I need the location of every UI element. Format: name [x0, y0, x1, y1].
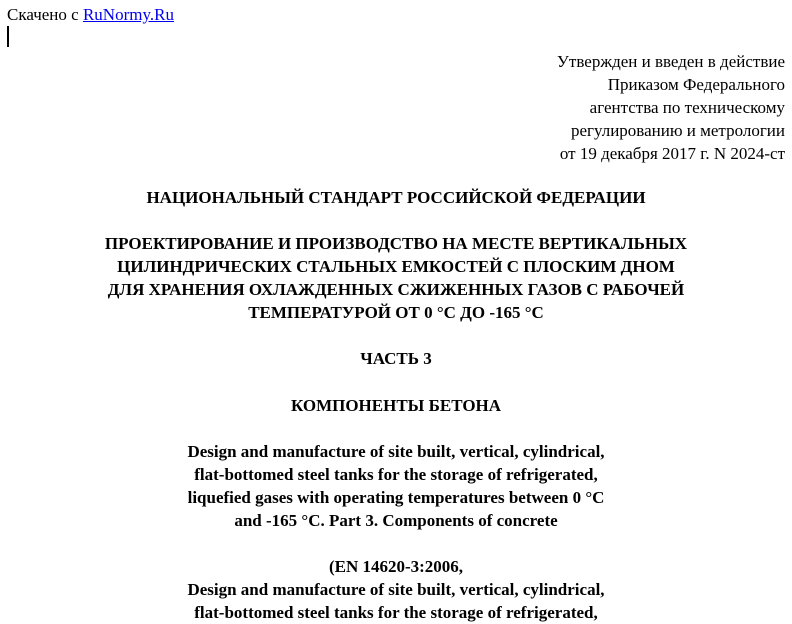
subtitle-ru: [0, 394, 792, 417]
title-en-line: flat-bottomed steel tanks for the storage of refrigerated,: [194, 465, 598, 484]
title-en-line: and -165 °C. Part 3. Components of concrete: [234, 511, 558, 530]
standard-heading: [0, 186, 792, 209]
en-reference-line: flat-bottomed steel tanks for the storage of refrigerated,: [194, 603, 598, 622]
source-prefix: Скачено с: [7, 5, 79, 24]
title-ru-line: ДЛЯ ХРАНЕНИЯ ОХЛАЖДЕННЫХ СЖИЖЕННЫХ ГАЗОВ С РАБОЧЕЙ: [107, 280, 685, 299]
title-ru-line: ПРОЕКТИРОВАНИЕ И ПРОИЗВОДСТВО НА МЕСТЕ ВЕРТИКАЛЬНЫХ: [104, 234, 688, 253]
title-ru-line: ТЕМПЕРАТУРОЙ ОТ 0 °С ДО -165 °С: [248, 303, 544, 322]
title-ru-line: ЦИЛИНДРИЧЕСКИХ СТАЛЬНЫХ ЕМКОСТЕЙ С ПЛОСКИМ ДНОМ: [117, 257, 675, 276]
approval-line: регулированию и метрологии: [570, 121, 785, 140]
approval-line: Приказом Федерального: [607, 75, 785, 94]
title-en-line: liquefied gases with operating temperatures between 0 °C: [187, 488, 605, 507]
text-cursor: [7, 26, 9, 47]
approval-block: [557, 50, 785, 165]
en-reference-line: Design and manufacture of site built, vertical, cylindrical,: [187, 580, 605, 599]
en-reference: [0, 555, 792, 624]
part-heading-text: ЧАСТЬ 3: [360, 349, 432, 368]
approval-line: Утвержден и введен в действие: [556, 52, 785, 71]
standard-heading-text: НАЦИОНАЛЬНЫЙ СТАНДАРТ РОССИЙСКОЙ ФЕДЕРАЦИИ: [146, 188, 646, 207]
approval-line: от 19 декабря 2017 г. N 2024-ст: [559, 144, 785, 163]
source-line: [7, 5, 174, 25]
source-link[interactable]: RuNormy.Ru: [82, 5, 174, 24]
approval-line: агентства по техническому: [589, 98, 785, 117]
title-en: [0, 440, 792, 532]
subtitle-ru-text: КОМПОНЕНТЫ БЕТОНА: [290, 396, 502, 415]
part-heading: [0, 347, 792, 370]
title-en-line: Design and manufacture of site built, vertical, cylindrical,: [187, 442, 605, 461]
title-ru: [0, 232, 792, 324]
en-reference-line: (EN 14620-3:2006,: [328, 557, 464, 576]
